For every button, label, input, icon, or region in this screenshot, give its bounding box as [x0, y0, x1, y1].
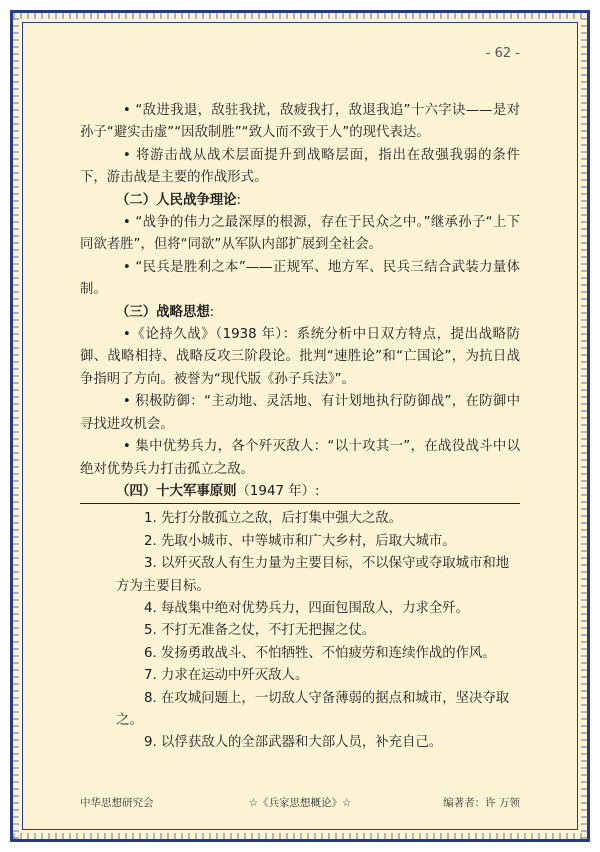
list-item-text: 不打无准备之仗，不打无把握之仗。 — [161, 623, 376, 639]
list-item-text: 在攻城问题上，一切敌人守备薄弱的据点和城市，坚决夺取之。 — [116, 690, 510, 728]
list-item — [80, 531, 520, 553]
list-item-number: 1. — [144, 511, 157, 527]
list-item-text: 以俘获敌人的全部武器和大部人员，补充自己。 — [161, 735, 443, 751]
paragraph: • “敌进我退，敌驻我扰，敌疲我打，敌退我追”十六字诀——是对孙子“避实击虚”“因敌制胜”“致人而不致于人”的现代表达。 — [80, 103, 520, 141]
section-heading-2-title: （二）人民战争理论 — [116, 192, 237, 208]
principles-list — [80, 508, 520, 754]
list-item — [80, 598, 520, 620]
section-heading-2 — [80, 190, 520, 212]
list-item — [80, 732, 520, 754]
section-heading-3 — [80, 302, 520, 324]
footer-author: 编著者：许 万领 — [443, 797, 520, 809]
footer-book-title: ☆《兵家思想概论》☆ — [248, 797, 352, 809]
list-item-number: 7. — [144, 668, 157, 684]
list-item — [80, 688, 520, 733]
list-item — [80, 553, 520, 598]
paragraph: •《论持久战》（1938 年）：系统分析中日双方特点，提出战略防御、战略相持、战略反攻三阶段论。批判“速胜论”和“亡国论”，为抗日战争指明了方向。被誉为“现代版《孙子兵法》”。 — [80, 327, 520, 387]
list-item-text: 每战集中绝对优势兵力，四面包围敌人，力求全歼。 — [161, 600, 470, 616]
page-number: - 62 - — [485, 46, 520, 61]
list-item-text: 以歼灭敌人有生力量为主要目标，不以保守或夺取城市和地方为主要目标。 — [116, 556, 510, 594]
list-item-text: 先打分散孤立之敌，后打集中强大之敌。 — [161, 511, 403, 527]
list-item-number: 6. — [144, 645, 157, 661]
section-heading-2-suffix: : — [236, 192, 242, 208]
section-heading-4-suffix: （1947 年）: — [236, 483, 320, 499]
list-item-text: 力求在运动中歼灭敌人。 — [161, 668, 309, 684]
list-item — [80, 508, 520, 530]
page-footer — [80, 795, 520, 810]
section-heading-3-title: （三）战略思想 — [116, 304, 210, 320]
list-item-number: 3. — [144, 556, 157, 572]
footer-organization: 中华思想研究会 — [80, 797, 154, 809]
page-content — [80, 100, 520, 755]
list-item-number: 4. — [144, 600, 157, 616]
paragraph: • 将游击战从战术层面提升到战略层面，指出在敌强我弱的条件下，游击战是主要的作战形式。 — [80, 147, 520, 186]
list-item-number: 9. — [144, 735, 157, 751]
list-item-number: 2. — [144, 533, 157, 549]
list-item-number: 5. — [144, 623, 157, 639]
list-item — [80, 643, 520, 665]
list-item-text: 发扬勇敢战斗、不怕牺牲、不怕疲劳和连续作战的作风。 — [161, 645, 496, 661]
paragraph: • 积极防御：“主动地、灵活地、有计划地执行防御战”，在防御中寻找进攻机会。 — [80, 394, 520, 432]
paragraph: • “战争的伟力之最深厚的根源，存在于民众之中。”继承孙子“上下同欲者胜”，但将“同欲”从军队内部扩展到全社会。 — [80, 215, 520, 253]
section-heading-4-title: （四）十大军事原则 — [116, 483, 237, 499]
list-item-number: 8. — [144, 690, 157, 706]
paragraph: • 集中优势兵力，各个歼灭敌人：“以十攻其一”，在战役战斗中以绝对优势兵力打击孤立之敌。 — [80, 439, 520, 477]
list-item — [80, 620, 520, 642]
section-heading-4 — [80, 481, 520, 504]
list-item — [80, 665, 520, 687]
list-item-text: 先取小城市、中等城市和广大乡村，后取大城市。 — [161, 533, 456, 549]
section-heading-3-suffix: : — [209, 304, 215, 320]
paragraph: • “民兵是胜利之本”——正规军、地方军、民兵三结合武装力量体制。 — [80, 259, 520, 298]
